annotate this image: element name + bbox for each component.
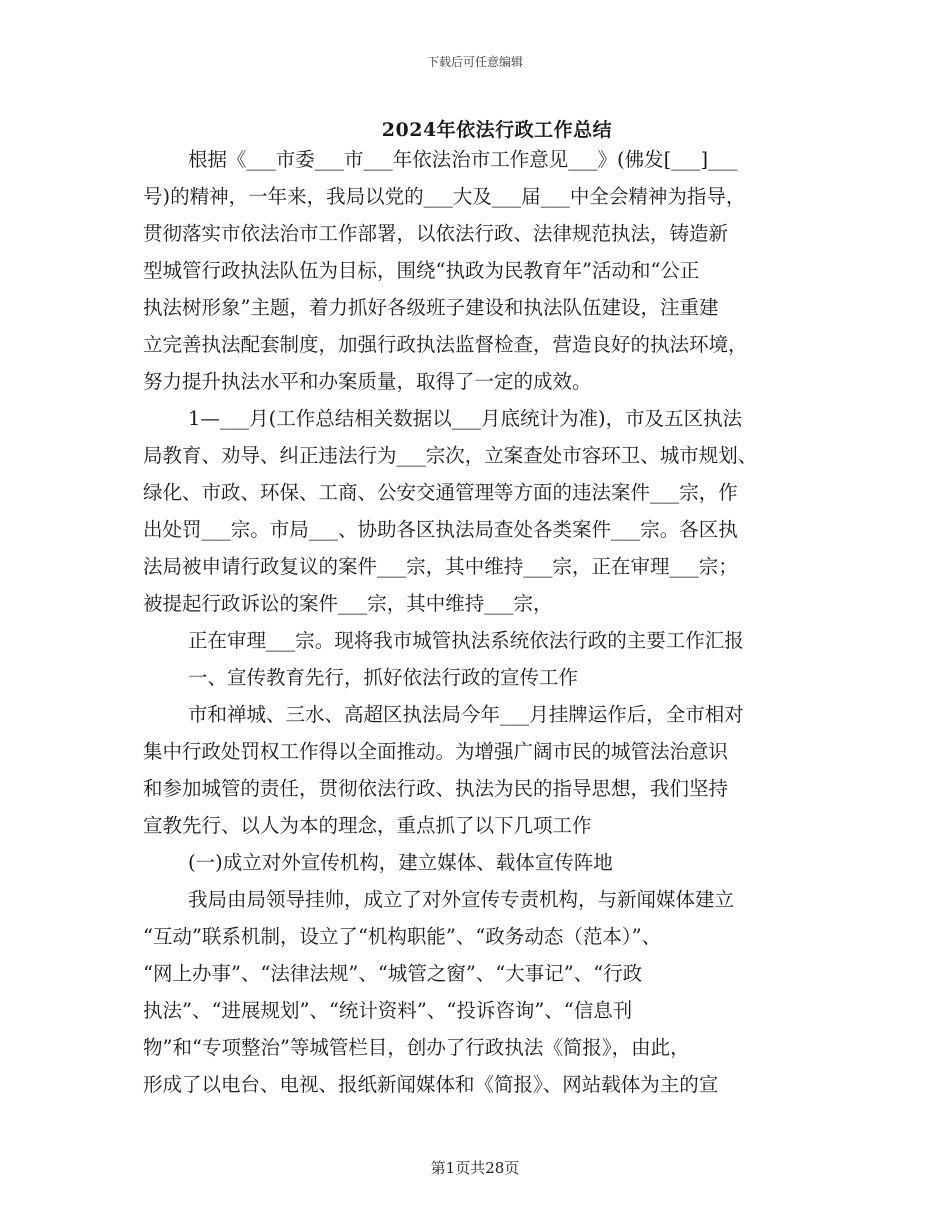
- text-line: 集中行政处罚权工作得以全面推动。为增强广阔市民的城管法治意识: [143, 740, 729, 763]
- text-line: 宣教先行、以人为本的理念，重点抓了以下几项工作: [143, 814, 592, 837]
- text-line: 执法树形象”主题，着力抓好各级班子建设和执法队伍建设，注重建: [143, 296, 719, 319]
- document-body: [143, 150, 823, 1112]
- text-line: 贯彻落实市依法治市工作部署，以依法行政、法律规范执法，铸造新: [143, 222, 729, 245]
- text-line: 执法”、“进展规划”、“统计资料”、“投诉咨询”、“信息刊: [143, 999, 633, 1022]
- text-line: 绿化、市政、环保、工商、公安交通管理等方面的违法案件___宗，作: [143, 481, 738, 504]
- text-line: 立完善执法配套制度，加强行政执法监督检查，营造良好的执法环境，: [143, 333, 748, 356]
- text-line: 我局由局领导挂帅，成立了对外宣传专责机构，与新闻媒体建立: [188, 888, 735, 911]
- text-line: 1—___月(工作总结相关数据以___月底统计为准)，市及五区执法: [188, 407, 743, 430]
- text-line: 局教育、劝导、纠正违法行为___宗次，立案查处市容环卫、城市规划、: [143, 444, 758, 467]
- text-line: 型城管行政执法队伍为目标，围绕“执政为民教育年”活动和“公正: [143, 259, 700, 282]
- page-footer: 第1页共28页: [430, 1159, 520, 1177]
- text-line: “网上办事”、“法律法规”、“城管之窗”、“大事记”、“行政: [143, 962, 643, 985]
- text-line: 法局被申请行政复议的案件___宗，其中维持___宗，正在审理___宗；: [143, 555, 738, 578]
- text-line: 正在审理___宗。现将我市城管执法系统依法行政的主要工作汇报: [188, 629, 744, 652]
- text-line: 物”和“专项整治”等城管栏目，创办了行政执法《简报》，由此，: [143, 1036, 690, 1059]
- text-line: (一)成立对外宣传机构，建立媒体、载体宣传阵地: [188, 851, 613, 874]
- text-line: 形成了以电台、电视、报纸新闻媒体和《简报》、网站载体为主的宣: [143, 1073, 719, 1096]
- text-line: 和参加城管的责任，贯彻依法行政、执法为民的指导思想，我们坚持: [143, 777, 729, 800]
- text-line: 市和禅城、三水、高超区执法局今年___月挂牌运作后，全市相对: [188, 703, 744, 726]
- text-line: 号)的精神，一年来，我局以党的___大及___届___中全会精神为指导，: [143, 185, 746, 208]
- text-line: 出处罚___宗。市局___、协助各区执法局查处各类案件___宗。各区执: [143, 518, 738, 541]
- text-line: 根据《___市委___市___年依法治市工作意见___》(佛发[___]___: [188, 148, 738, 171]
- text-line: 被提起行政诉讼的案件___宗，其中维持___宗，: [143, 592, 553, 615]
- text-line: 一、宣传教育先行，抓好依法行政的宣传工作: [188, 666, 579, 689]
- text-line: “互动”联系机制，设立了“机构职能”、“政务动态（范本）”、: [143, 925, 662, 948]
- document-title: 2024年依法行政工作总结: [381, 119, 613, 141]
- page-header: 下载后可任意编辑: [426, 55, 523, 69]
- text-line: 努力提升执法水平和办案质量，取得了一定的成效。: [143, 370, 592, 393]
